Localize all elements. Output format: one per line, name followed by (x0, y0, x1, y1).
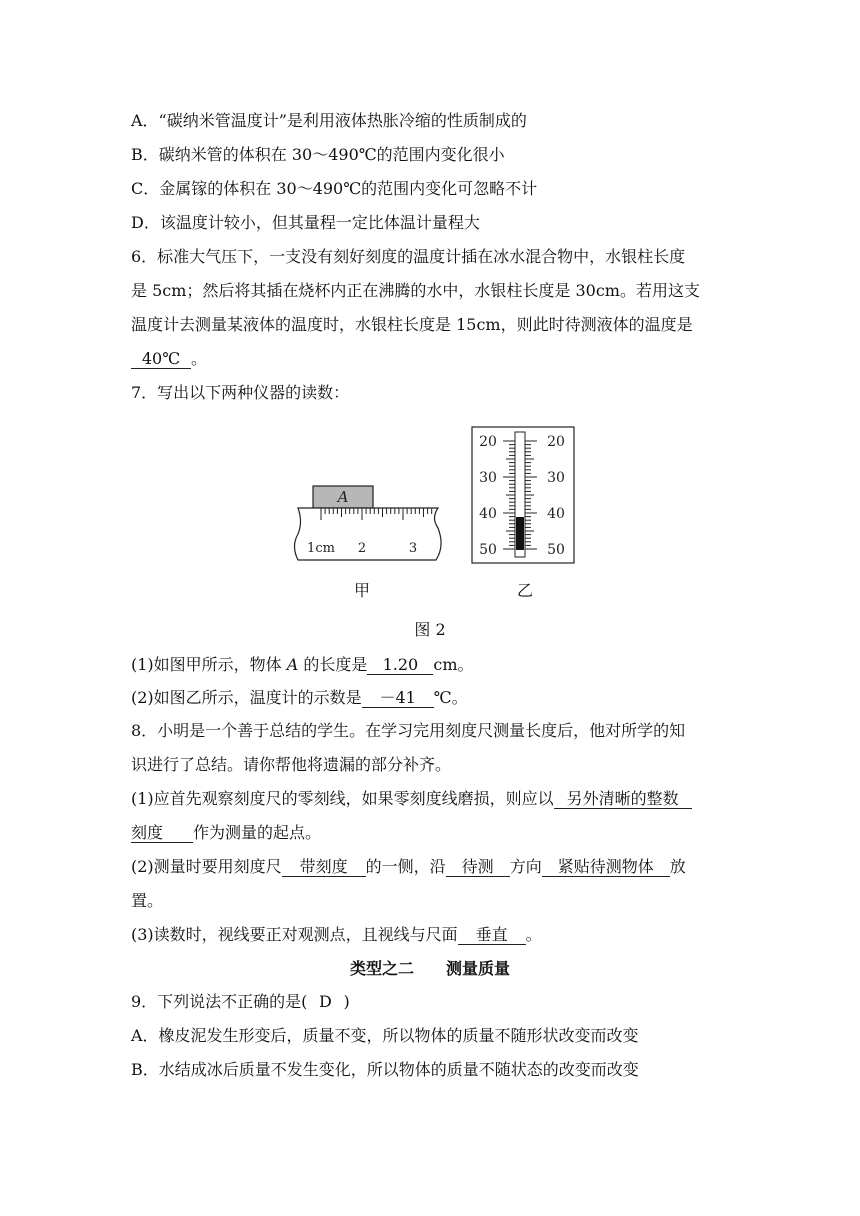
q9-stem (131, 992, 350, 1012)
thermometer-caption: 乙 (516, 581, 533, 600)
q9-answer: D (319, 992, 332, 1011)
q8-p2-prefix: (2)测量时要用刻度尺 (131, 857, 282, 876)
q8-line-1: 8．小明是一个善于总结的学生。在学习完用刻度尺测量长度后，他对所学的知 (131, 721, 686, 740)
thermo-right-label-30: 30 (547, 470, 565, 486)
q8-p2-mid-2: 方向 (509, 857, 542, 876)
ruler-label-1cm: 1cm (307, 541, 335, 556)
q8-part-2 (131, 857, 686, 877)
q9-stem-prefix: 9．下列说法不正确的是( (131, 992, 308, 1011)
q8-p2-answer-1: 带刻度 (282, 858, 366, 877)
ruler-figure (288, 482, 446, 572)
section-title: 类型之二 测量质量 (349, 959, 510, 978)
q6-line-3: 温度计去测量某液体的温度时，水银柱长度是 15cm，则此时待测液体的温度是 (131, 315, 693, 334)
ruler-label-3: 3 (408, 541, 418, 556)
thermo-right-label-40: 40 (547, 506, 565, 522)
q7-p1-prefix: (1)如图甲所示，物体 (131, 655, 287, 674)
q9-option-a: A．橡皮泥发生形变后，质量不变，所以物体的质量不随形状改变而改变 (131, 1026, 639, 1045)
q9-stem-suffix: ) (343, 992, 350, 1011)
thermo-right-label-20: 20 (547, 434, 565, 450)
q7-p2-answer: －41 (362, 689, 434, 708)
q6-answer-blank: 40℃ (131, 350, 191, 369)
q8-part-1-cont (131, 823, 321, 843)
q7-p2-prefix: (2)如图乙所示，温度计的示数是 (131, 688, 362, 707)
thermo-left-label-30: 30 (479, 470, 497, 486)
q8-p3-end: 。 (525, 925, 542, 944)
q8-p2-answer-2: 待测 (446, 858, 510, 877)
q6-answer-line (131, 349, 207, 369)
thermo-left-label-40: 40 (479, 506, 497, 522)
q7-p1-mid: 的长度是 (298, 655, 368, 674)
object-a-label: A (337, 488, 349, 506)
q7-part-1 (131, 655, 474, 675)
q8-p2-end-1: 放 (669, 857, 686, 876)
q8-part-2-cont: 置。 (131, 891, 164, 910)
thermo-right-label-50: 50 (547, 542, 565, 558)
q7-p1-var: A (286, 655, 299, 674)
q8-part-1 (131, 789, 692, 809)
q5-option-a: A．“碳纳米管温度计”是利用液体热胀冷缩的性质制成的 (131, 111, 527, 130)
q6-line-1: 6．标准大气压下，一支没有刻好刻度的温度计插在冰水混合物中，水银柱长度 (131, 247, 686, 266)
q8-part-3 (131, 925, 542, 945)
q7-part-2 (131, 688, 468, 708)
q8-p3-prefix: (3)读数时，视线要正对观测点，且视线与尺面 (131, 925, 458, 944)
mercury-column (516, 517, 524, 550)
q7-stem: 7．写出以下两种仪器的读数： (131, 383, 350, 402)
q6-line-2: 是 5cm；然后将其插在烧杯内正在沸腾的水中，水银柱长度是 30cm。若用这支 (131, 281, 700, 300)
thermometer-figure (470, 425, 576, 565)
q7-p2-unit: ℃。 (433, 688, 468, 707)
q6-end: 。 (191, 349, 208, 368)
thermo-left-label-20: 20 (479, 434, 497, 450)
q5-option-d: D．该温度计较小，但其量程一定比体温计量程大 (131, 213, 480, 232)
thermo-left-label-50: 50 (479, 542, 497, 558)
q8-p1-answer-a: 另外清晰的整数 (554, 790, 692, 809)
q8-p1-prefix: (1)应首先观察刻度尺的零刻线，如果零刻度线磨损，则应以 (131, 789, 554, 808)
q8-line-2: 识进行了总结。请你帮他将遗漏的部分补齐。 (131, 755, 452, 774)
q5-option-b: B．碳纳米管的体积在 30～490℃的范围内变化很小 (131, 145, 505, 164)
q8-p1-answer-b: 刻度 (131, 824, 193, 843)
q7-p1-answer: 1.20 (367, 656, 433, 675)
ruler-label-2: 2 (357, 541, 367, 556)
ruler-caption: 甲 (353, 581, 370, 600)
q8-p2-answer-3: 紧贴待测物体 (542, 858, 670, 877)
q8-p1-suffix: 作为测量的起点。 (193, 823, 322, 842)
q8-p2-mid-1: 的一侧，沿 (365, 857, 446, 876)
q9-option-b: B．水结成冰后质量不发生变化，所以物体的质量不随状态的改变而改变 (131, 1060, 639, 1079)
q8-p3-answer: 垂直 (458, 926, 526, 945)
figure-caption: 图 2 (414, 620, 446, 639)
q7-p1-unit: cm。 (433, 655, 474, 674)
q5-option-c: C．金属镓的体积在 30～490℃的范围内变化可忽略不计 (131, 179, 538, 198)
